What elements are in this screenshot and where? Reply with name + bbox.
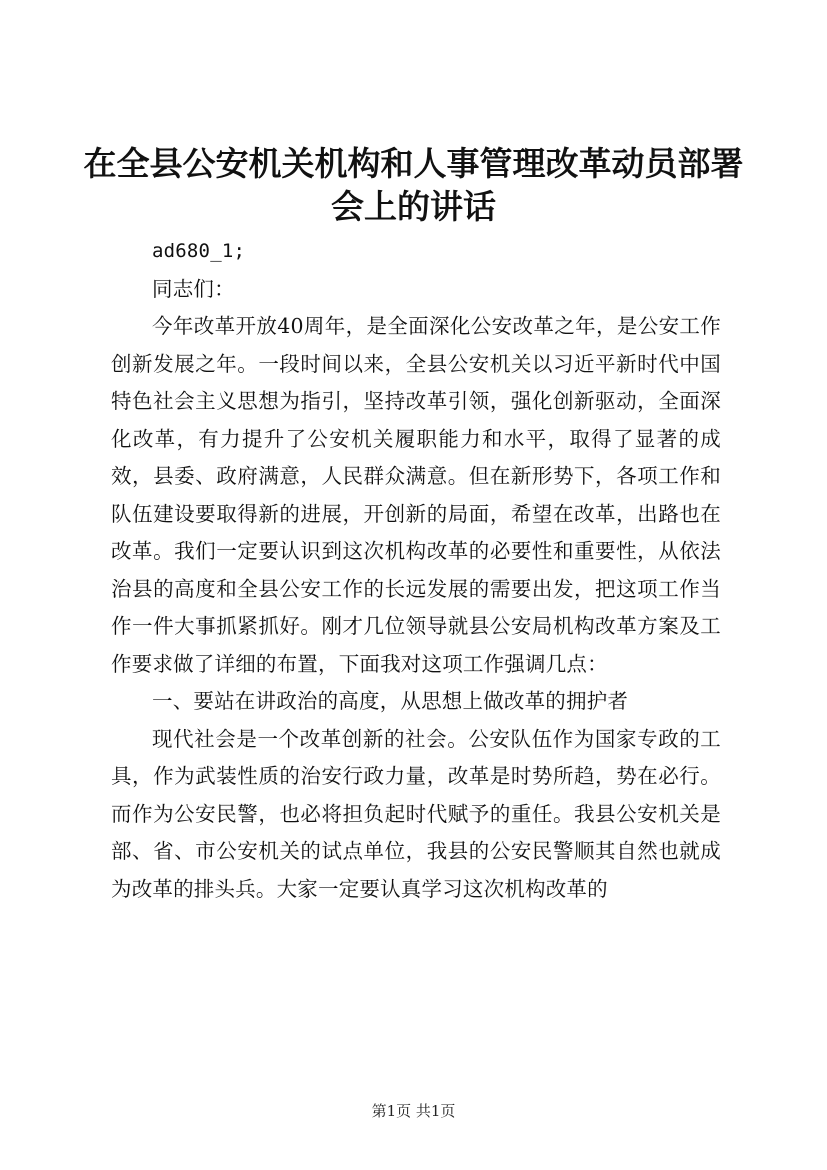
title-line-1: 在全县公安机关机构和人事管理改革动员部署 [83, 144, 744, 183]
section-heading-1: 一、要站在讲政治的高度，从思想上做改革的拥护者 [152, 689, 629, 713]
page-footer: 第1页 共1页 [371, 1102, 456, 1120]
salutation: 同志们： [152, 276, 235, 301]
document-body [111, 233, 721, 908]
paragraph-intro: 今年改革开放40周年，是全面深化公安改革之年，是公安工作创新发展之年。一段时间以来，全县公安机关以习近平新时代中国特色社会主义思想为指引，坚持改革引领，强化创新驱动，全面深化改革，有力提升了公安机关履职能力和水平，取得了显著的成效，县委、政府满意，人民群众满意。但在新形势下，各项工作和队伍建设要取得新的进展，开创新的局面，希望在改革，出路也在改革。我们一定要认识到这次机构改革的必要性和重要性，从依法治县的高度和全县公安工作的长远发展的需要出发，把这项工作当作一件大事抓紧抓好。刚才几位领导就县公安局机构改革方案及工作要求做了详细的布置，下面我对这项工作强调几点： [111, 314, 721, 676]
document-title [80, 142, 747, 228]
title-line-2: 会上的讲话 [331, 187, 496, 226]
doc-code: ad680_1; [152, 240, 246, 262]
paragraph-section-1: 现代社会是一个改革创新的社会。公安队伍作为国家专政的工具，作为武装性质的治安行政力量，改革是时势所趋，势在必行。而作为公安民警，也必将担负起时代赋予的重任。我县公安机关是部、省、市公安机关的试点单位，我县的公安民警顺其自然也就成为改革的排头兵。大家一定要认真学习这次机构改革的 [111, 726, 721, 901]
